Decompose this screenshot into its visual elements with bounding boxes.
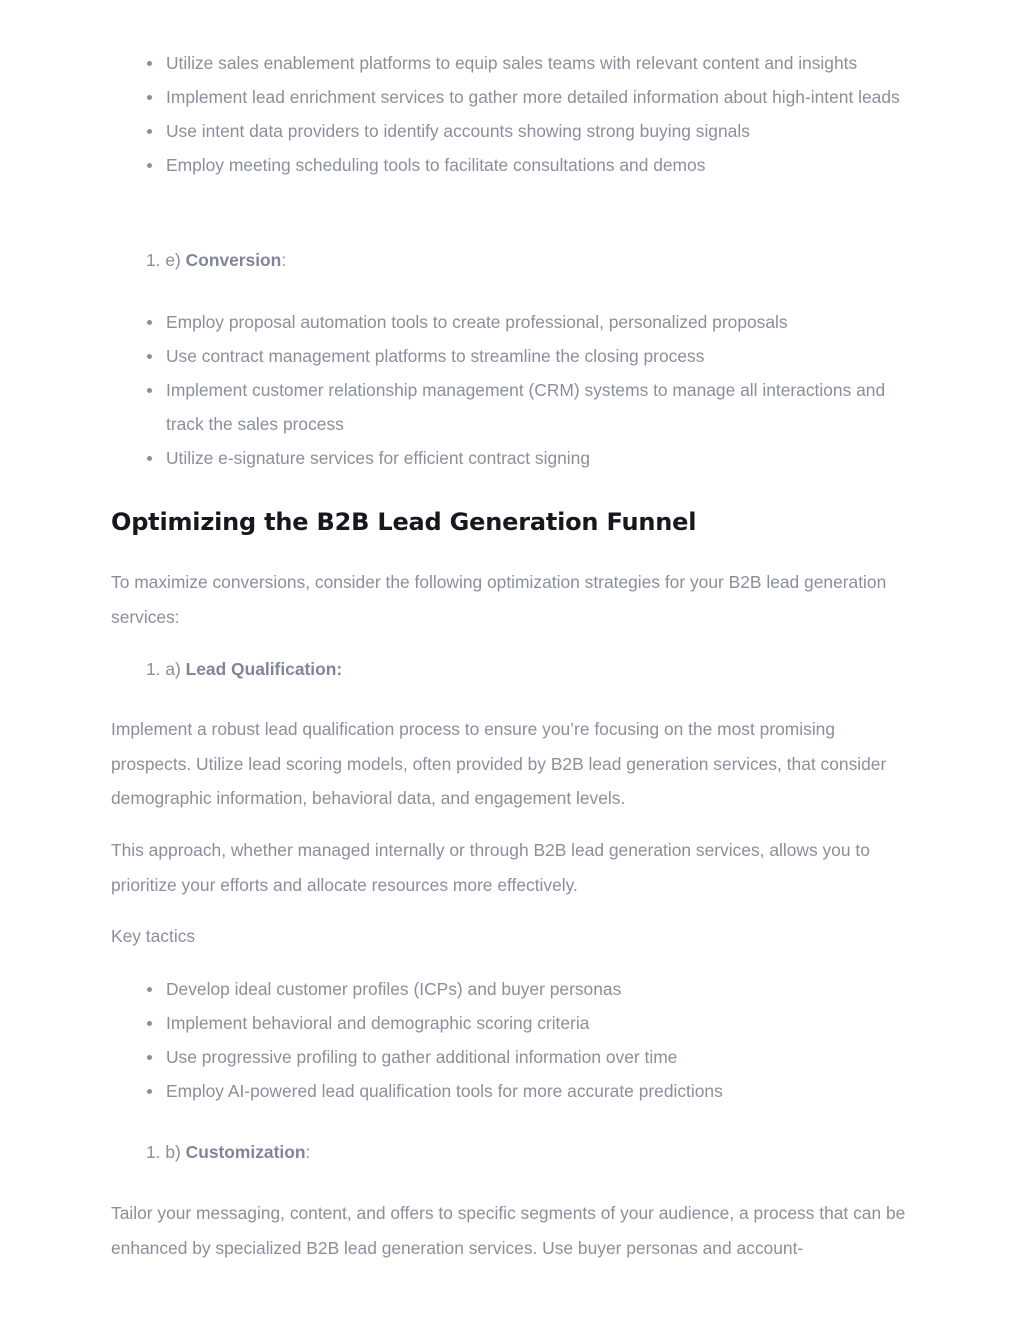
bullet-dot: [147, 388, 152, 393]
customization-paragraph: Tailor your messaging, content, and offers to specific segments of your audience, a process that can be enhanced by specialized B2B lead generation services. Use buyer personas and account-: [111, 1203, 906, 1258]
lead-qualification-paragraph: Implement a robust lead qualification process to ensure you’re focusing on the most promising prospects. Utilize lead scoring models, often provided by B2B lead generation services, that consider demographic information, behavioral data, and engagement levels.: [111, 719, 887, 808]
section-heading: Optimizing the B2B Lead Generation Funnel: [111, 508, 697, 536]
list-item: Utilize e-signature services for efficient contract signing: [111, 441, 911, 475]
bullet-dot: [147, 987, 152, 992]
lead-qualification-heading: 1. a) Lead Qualification:: [146, 659, 343, 679]
key-tactics-label: Key tactics: [111, 926, 196, 946]
bullet-dot: [147, 456, 152, 461]
bullet-dot: [147, 1055, 152, 1060]
bullet-dot: [147, 129, 152, 134]
list-item: Utilize sales enablement platforms to equip sales teams with relevant content and insights: [111, 46, 911, 80]
lead-qualification-title: Lead Qualification:: [185, 659, 343, 679]
list-item: Employ meeting scheduling tools to facilitate consultations and demos: [111, 148, 911, 182]
bullet-dot: [147, 163, 152, 168]
list-item: Implement lead enrichment services to gather more detailed information about high-intent leads: [111, 80, 911, 114]
bullet-dot: [147, 320, 152, 325]
list-item: Use progressive profiling to gather additional information over time: [111, 1040, 911, 1074]
list-item: Implement behavioral and demographic scoring criteria: [111, 1006, 911, 1040]
conversion-title: Conversion: [185, 250, 282, 270]
bullet-dot: [147, 61, 152, 66]
list-item: Employ proposal automation tools to create professional, personalized proposals: [111, 305, 911, 339]
bullet-dot: [147, 1089, 152, 1094]
customization-title: Customization: [185, 1142, 306, 1162]
key-tactics-list: [111, 972, 911, 1108]
section-intro: To maximize conversions, consider the following optimization strategies for your B2B lead generation services:: [111, 572, 887, 627]
bullet-dot: [147, 354, 152, 359]
bullet-dot: [147, 1021, 152, 1026]
top-bullet-list: [111, 46, 911, 182]
conversion-list-heading: 1. e) Conversion:: [146, 250, 287, 270]
conversion-bullet-list: [111, 305, 911, 475]
list-item: Implement customer relationship management (CRM) systems to manage all interactions and track the sales process: [111, 373, 911, 441]
list-item: Develop ideal customer profiles (ICPs) and buyer personas: [111, 972, 911, 1006]
list-item: Use contract management platforms to streamline the closing process: [111, 339, 911, 373]
list-item: Employ AI-powered lead qualification tools for more accurate predictions: [111, 1074, 911, 1108]
customization-heading: 1. b) Customization:: [146, 1142, 311, 1162]
list-item: Use intent data providers to identify accounts showing strong buying signals: [111, 114, 911, 148]
approach-paragraph: This approach, whether managed internally or through B2B lead generation services, allows you to prioritize your efforts and allocate resources more effectively.: [111, 840, 870, 895]
bullet-dot: [147, 95, 152, 100]
